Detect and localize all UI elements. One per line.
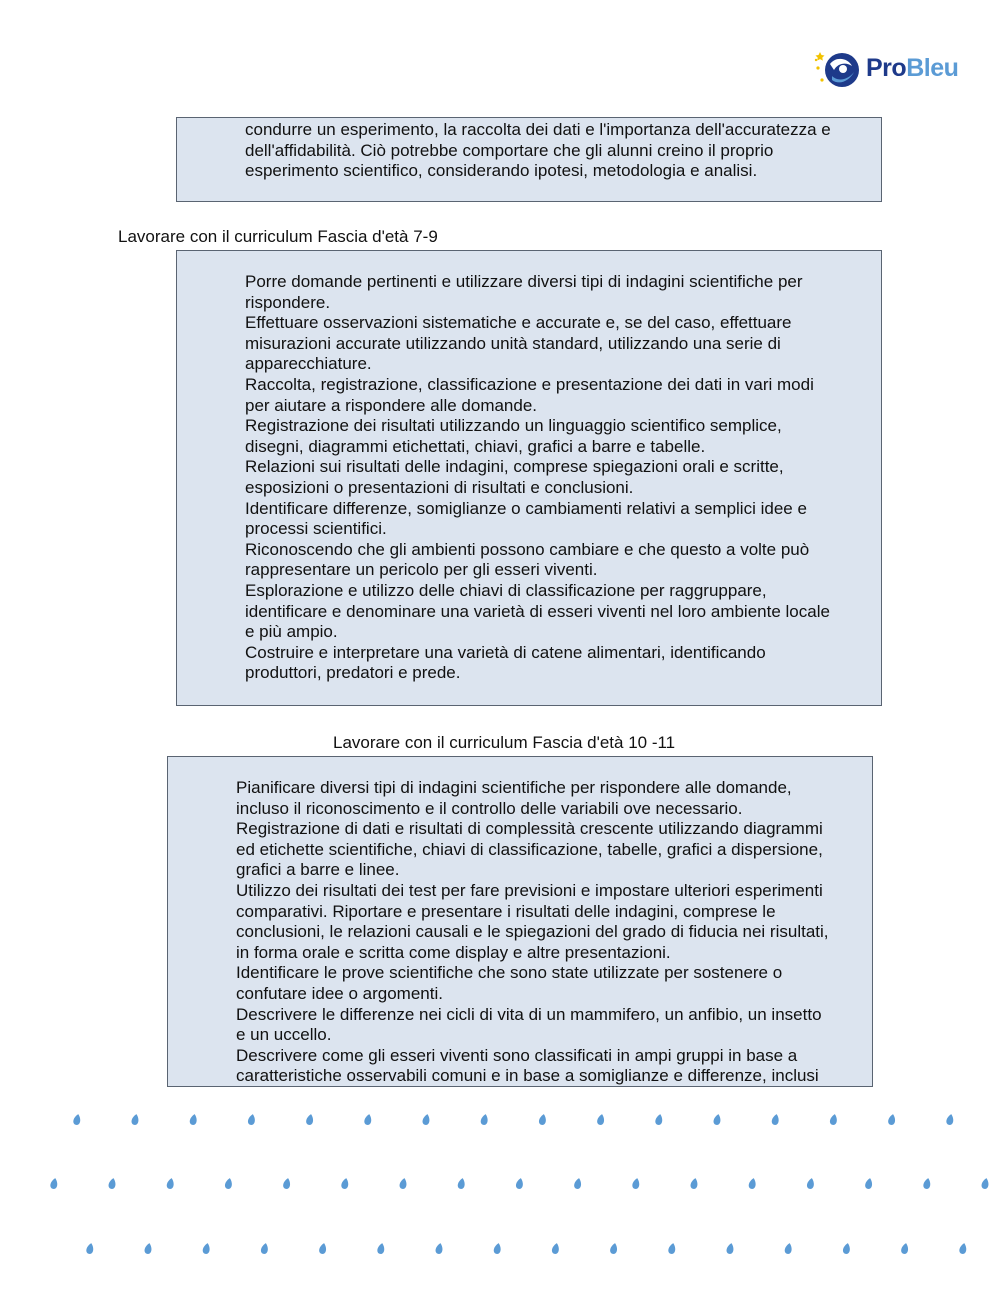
droplet-icon — [364, 1113, 373, 1125]
probleu-emblem-icon — [812, 46, 864, 94]
text-line: incluso il riconoscimento e il controllo delle variabili ove necessario. — [236, 798, 743, 818]
droplet-icon — [144, 1242, 153, 1254]
droplet-icon — [399, 1177, 408, 1189]
intro-continuation-box — [176, 117, 882, 202]
text-line: disegni, diagrammi etichettati, chiavi, grafici a barre e tabelle. — [245, 436, 706, 456]
droplet-icon — [538, 1113, 547, 1125]
text-line: conclusioni, le relazioni causali e le spiegazioni del grado di fiducia nei risultati, — [236, 922, 829, 942]
text-line: grafici a barre e linee. — [236, 860, 400, 880]
text-line: Porre domande pertinenti e utilizzare diversi tipi di indagini scientifiche per — [245, 272, 803, 291]
droplet-icon — [341, 1177, 350, 1189]
droplet-icon — [748, 1177, 757, 1189]
droplet-icon — [457, 1177, 466, 1189]
text-line: dell'affidabilità. Ciò potrebbe comportare che gli alunni creino il proprio — [245, 140, 774, 160]
droplet-icon — [668, 1242, 677, 1254]
droplet-icon — [923, 1177, 932, 1189]
droplet-icon — [726, 1242, 735, 1254]
droplet-icon — [959, 1242, 968, 1254]
droplet-icon — [282, 1177, 291, 1189]
droplet-icon — [166, 1177, 175, 1189]
droplet-icon — [422, 1113, 431, 1125]
text-line: rappresentare un pericolo per gli esseri viventi. — [245, 560, 598, 580]
text-line: identificare e denominare una varietà di esseri viventi nel loro ambiente locale — [245, 601, 830, 621]
text-line: e un uccello. — [236, 1025, 332, 1045]
droplet-icon — [864, 1177, 873, 1189]
droplet-icon — [493, 1242, 502, 1254]
droplet-icon — [900, 1242, 909, 1254]
text-line: Riconoscendo che gli ambienti possono cambiare e che questo a volte può — [245, 539, 810, 559]
droplet-icon — [86, 1242, 95, 1254]
text-line: caratteristiche osservabili comuni e in base a somiglianze e differenze, inclusi — [236, 1066, 819, 1086]
text-line: ed etichette scientifiche, chiavi di classificazione, tabelle, grafici a dispersione, — [236, 839, 823, 859]
droplet-pattern — [0, 1100, 1000, 1294]
droplet-icon — [260, 1242, 269, 1254]
droplet-icon — [50, 1177, 59, 1189]
droplet-icon — [887, 1113, 896, 1125]
droplet-icon — [771, 1113, 780, 1125]
droplet-icon — [596, 1113, 605, 1125]
text-line: rispondere. — [245, 292, 331, 312]
text-line: esperimento scientifico, considerando ipotesi, metodologia e analisi. — [245, 161, 758, 181]
text-line: Costruire e interpretare una varietà di catene alimentari, identificando — [245, 642, 766, 662]
section-7-9-heading: Lavorare con il curriculum Fascia d'età 7-9 — [118, 227, 438, 246]
text-line: Identificare differenze, somiglianze o cambiamenti relativi a semplici idee e — [245, 498, 807, 518]
section-10-11-heading: Lavorare con il curriculum Fascia d'età 10 -11 — [333, 733, 676, 752]
droplet-icon — [609, 1242, 618, 1254]
logo-text-bleu: Bleu — [906, 54, 959, 82]
droplet-icon — [189, 1113, 198, 1125]
droplet-icon — [480, 1113, 489, 1125]
text-line: Registrazione dei risultati utilizzando un linguaggio scientifico semplice, — [245, 416, 782, 436]
droplet-icon — [784, 1242, 793, 1254]
droplet-icon — [655, 1113, 664, 1125]
droplet-icon — [713, 1113, 722, 1125]
droplet-icon — [981, 1177, 990, 1189]
text-line: per aiutare a rispondere alle domande. — [245, 395, 538, 415]
droplet-icon — [842, 1242, 851, 1254]
text-line: misurazioni accurate utilizzando unità standard, utilizzando una serie di — [245, 333, 781, 353]
droplet-icon — [632, 1177, 641, 1189]
probleu-wordmark — [866, 54, 958, 83]
text-line: esposizioni o presentazioni di risultati e conclusioni. — [245, 477, 634, 497]
droplet-icon — [829, 1113, 838, 1125]
droplet-icon — [224, 1177, 233, 1189]
text-line: Identificare le prove scientifiche che sono state utilizzate per sostenere o — [236, 963, 783, 983]
text-line: Raccolta, registrazione, classificazione e presentazione dei dati in vari modi — [245, 374, 814, 394]
text-line: Descrivere le differenze nei cicli di vita di un mammifero, un anfibio, un insetto — [236, 1004, 822, 1024]
droplet-icon — [946, 1113, 955, 1125]
droplet-icon — [806, 1177, 815, 1189]
text-line: condurre un esperimento, la raccolta dei dati e l'importanza dell'accuratezza e — [245, 120, 831, 139]
droplet-icon — [73, 1113, 82, 1125]
text-line: Relazioni sui risultati delle indagini, comprese spiegazioni orali e scritte, — [245, 457, 784, 477]
droplet-icon — [108, 1177, 117, 1189]
text-line: Esplorazione e utilizzo delle chiavi di classificazione per raggruppare, — [245, 580, 767, 600]
logo-text-pro: Pro — [866, 54, 907, 82]
droplet-icon — [247, 1113, 256, 1125]
text-line: Pianificare diversi tipi di indagini scientifiche per rispondere alle domande, — [236, 778, 792, 797]
section-10-11-box — [167, 756, 873, 1087]
text-line: apparecchiature. — [245, 354, 372, 374]
droplet-icon — [690, 1177, 699, 1189]
text-line: Utilizzo dei risultati dei test per fare previsioni e impostare ulteriori esperimenti — [236, 880, 823, 900]
droplet-icon — [551, 1242, 560, 1254]
text-line: Descrivere come gli esseri viventi sono classificati in ampi gruppi in base a — [236, 1045, 798, 1065]
droplet-icon — [318, 1242, 327, 1254]
droplet-icon — [515, 1177, 524, 1189]
droplet-icon — [202, 1242, 211, 1254]
text-line: processi scientifici. — [245, 519, 387, 539]
text-line: in forma orale e scritta come display e altre presentazioni. — [236, 942, 671, 962]
text-line: Registrazione di dati e risultati di complessità crescente utilizzando diagrammi — [236, 819, 823, 839]
section-7-9-box — [176, 250, 882, 706]
droplet-icon — [131, 1113, 140, 1125]
droplet-icon — [305, 1113, 314, 1125]
probleu-logo — [812, 46, 972, 94]
text-line: Effettuare osservazioni sistematiche e accurate e, se del caso, effettuare — [245, 313, 792, 333]
droplet-icon — [377, 1242, 386, 1254]
text-line: confutare idee o argomenti. — [236, 983, 443, 1003]
text-line: produttori, predatori e prede. — [245, 663, 461, 683]
droplet-icon — [573, 1177, 582, 1189]
text-line: e più ampio. — [245, 622, 338, 642]
text-line: comparativi. Riportare e presentare i risultati delle indagini, comprese le — [236, 901, 776, 921]
droplet-icon — [435, 1242, 444, 1254]
